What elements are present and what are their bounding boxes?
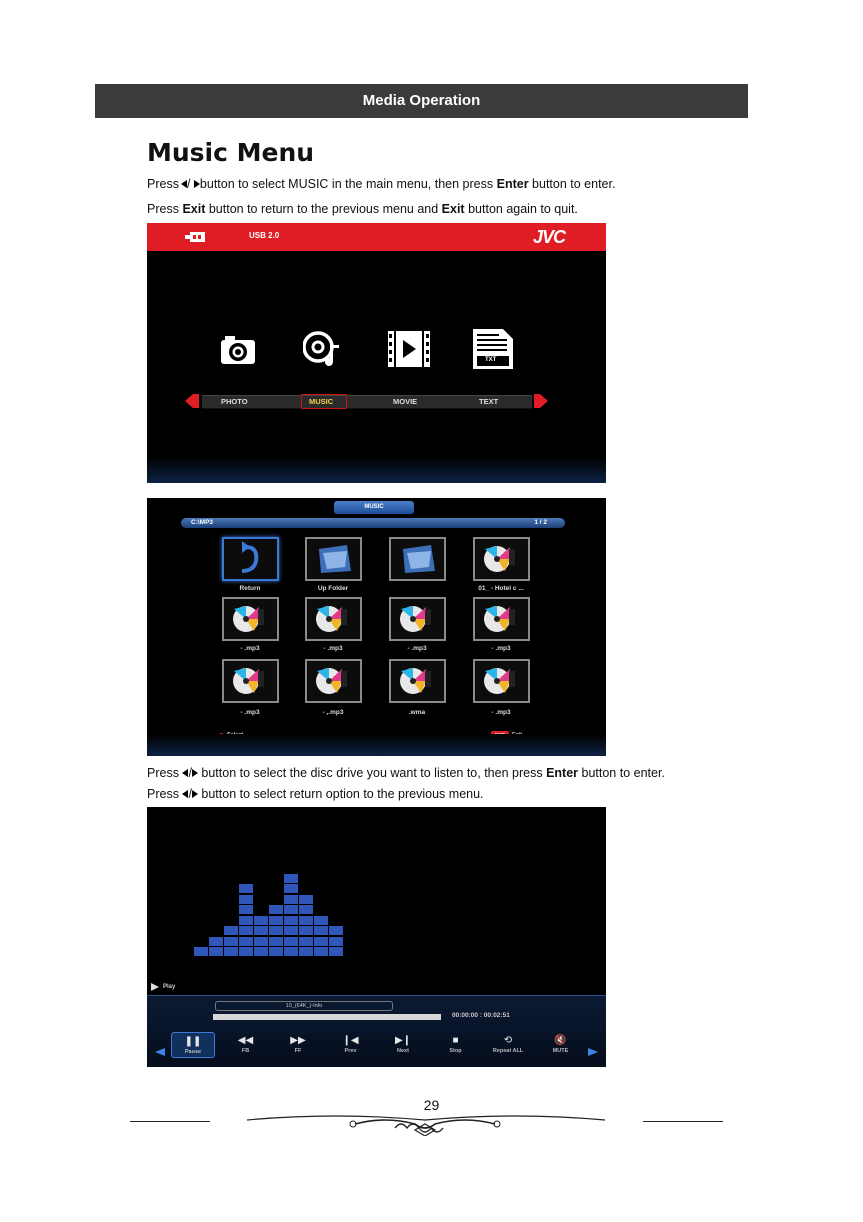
menu-item-music[interactable]: MUSIC	[309, 397, 334, 406]
equalizer-cell	[239, 916, 253, 925]
browser-title: MUSIC	[334, 501, 414, 514]
music-player-screenshot	[147, 807, 606, 1067]
control-label: Stop	[449, 1048, 462, 1054]
music-file-tile[interactable]	[389, 597, 446, 641]
folder-icon	[307, 539, 360, 579]
equalizer-cell	[314, 947, 328, 956]
equalizer-cell	[329, 937, 343, 946]
equalizer-cell	[224, 947, 238, 956]
up-folder-tile[interactable]	[305, 537, 362, 581]
menu-item-photo[interactable]: PHOTO	[221, 397, 248, 406]
path-bar	[181, 518, 565, 528]
equalizer-cell	[299, 947, 313, 956]
text: button to enter.	[581, 766, 665, 780]
ornament-flourish	[245, 1110, 607, 1136]
play-status: Play	[163, 984, 176, 990]
music-file-tile[interactable]	[222, 659, 279, 703]
path-label: C:\MP3	[191, 519, 214, 526]
equalizer-cell	[329, 926, 343, 935]
exit-key-label: Exit	[182, 202, 206, 216]
equalizer-cell	[239, 926, 253, 935]
text: Press	[147, 202, 179, 216]
instruction-line-3: Press / button to select the disc drive you want to listen to, then press Enter button to enter.	[147, 766, 665, 780]
main-menu-screenshot	[147, 223, 606, 483]
divider-right	[643, 1121, 723, 1122]
equalizer-cell	[239, 947, 253, 956]
rewind-icon: ◀◀	[237, 1035, 254, 1046]
control-label: Next	[397, 1048, 409, 1054]
equalizer-cell	[284, 874, 298, 883]
equalizer-cell	[299, 916, 313, 925]
equalizer-cell	[314, 916, 328, 925]
music-file-icon	[391, 661, 444, 701]
control-label: Prev	[344, 1048, 357, 1054]
equalizer-cell	[299, 926, 313, 935]
music-file-tile[interactable]	[473, 537, 530, 581]
text: button to return to the previous menu and	[208, 202, 439, 216]
tile-label: .wma	[408, 709, 426, 716]
txt-label: TXT	[485, 357, 497, 363]
bottom-glow	[147, 457, 606, 483]
jvc-logo: JVC	[533, 227, 566, 247]
equalizer-cell	[239, 895, 253, 904]
equalizer-cell	[269, 937, 283, 946]
next-button[interactable]	[381, 1032, 425, 1058]
equalizer-cell	[269, 947, 283, 956]
music-file-icon	[307, 661, 360, 701]
equalizer-cell	[239, 937, 253, 946]
left-arrow-icon	[182, 790, 188, 798]
music-file-icon	[224, 661, 277, 701]
source-label: USB 2.0	[249, 231, 280, 240]
exit-key-label: Exit	[441, 202, 465, 216]
repeat-all-button[interactable]	[486, 1032, 530, 1058]
equalizer-cell	[209, 937, 223, 946]
control-label: Repeat ALL	[492, 1048, 524, 1054]
equalizer-cell	[329, 947, 343, 956]
music-file-icon	[475, 661, 528, 701]
music-disc-icon[interactable]	[303, 331, 343, 367]
left-arrow-icon	[182, 769, 188, 777]
equalizer-cell	[269, 905, 283, 914]
pause-icon: ❚❚	[184, 1036, 202, 1047]
text: button to select MUSIC in the main menu, then press	[199, 177, 494, 191]
music-file-tile[interactable]	[473, 597, 530, 641]
folder-icon	[391, 539, 444, 579]
page-title: Music Menu	[147, 138, 315, 167]
right-arrow-icon	[192, 790, 198, 798]
text: /	[186, 177, 191, 191]
progress-bar[interactable]	[213, 1014, 441, 1020]
time-display: 00:00:00 : 00:02:51	[452, 1012, 510, 1019]
equalizer-cell	[284, 905, 298, 914]
page-number: 29	[423, 1097, 440, 1113]
enter-key-label: Enter	[496, 177, 529, 191]
fb-button[interactable]	[224, 1032, 268, 1058]
equalizer-cell	[269, 926, 283, 935]
equalizer-cell	[239, 905, 253, 914]
divider-left	[130, 1121, 210, 1122]
return-tile[interactable]	[222, 537, 279, 581]
camera-icon[interactable]	[220, 333, 256, 365]
right-scroll-arrow-icon[interactable]	[588, 1048, 598, 1056]
tile-label: - .mp3	[491, 645, 511, 652]
instruction-line-1	[147, 177, 615, 191]
tile-label: - ,.mp3	[322, 709, 344, 716]
tile-label: - .mp3	[491, 709, 511, 716]
mute-button[interactable]	[539, 1032, 583, 1058]
equalizer-cell	[299, 937, 313, 946]
menu-item-movie[interactable]: MOVIE	[393, 397, 418, 406]
equalizer-cell	[194, 947, 208, 956]
tile-label: - .mp3	[240, 645, 260, 652]
equalizer-cell	[254, 937, 268, 946]
music-file-icon	[475, 539, 528, 579]
selection-frame	[301, 394, 347, 409]
music-file-tile[interactable]	[389, 537, 446, 581]
left-nav-arrow-icon[interactable]	[185, 394, 199, 408]
prev-button[interactable]	[329, 1032, 373, 1058]
music-file-tile[interactable]	[389, 659, 446, 703]
music-file-tile[interactable]	[222, 597, 279, 641]
repeat-icon: ⟲	[503, 1035, 513, 1046]
equalizer-cell	[254, 947, 268, 956]
pause-button[interactable]	[171, 1032, 215, 1058]
equalizer-cell	[284, 937, 298, 946]
equalizer-cell	[239, 884, 253, 893]
tile-label: Up Folder	[317, 585, 349, 592]
text: Press	[147, 177, 179, 191]
music-file-tile[interactable]	[305, 659, 362, 703]
text: Press	[147, 787, 179, 801]
right-nav-arrow-icon[interactable]	[534, 394, 548, 408]
instruction-line-4: Press / button to select return option to the previous menu.	[147, 787, 484, 801]
play-icon	[151, 983, 159, 991]
equalizer-cell	[254, 916, 268, 925]
next-icon: ▶❙	[394, 1035, 412, 1046]
song-title: 10_(64K_)-Info	[215, 1001, 393, 1011]
music-file-icon	[307, 599, 360, 639]
text: button again to quit.	[468, 202, 578, 216]
equalizer-cell	[299, 905, 313, 914]
tile-label: - .mp3	[323, 645, 343, 652]
stop-button[interactable]	[434, 1032, 478, 1058]
text: button to enter.	[532, 177, 616, 191]
bottom-glow	[147, 734, 606, 756]
equalizer-cell	[284, 884, 298, 893]
control-label: FB	[241, 1048, 250, 1054]
menu-item-text[interactable]: TEXT	[479, 397, 499, 406]
equalizer-cell	[284, 926, 298, 935]
enter-key-label: Enter	[546, 766, 579, 780]
page-counter: 1 / 2	[534, 519, 547, 526]
tile-label: Return	[239, 585, 261, 592]
tile-label: - .mp3	[407, 645, 427, 652]
instruction-line-2	[147, 202, 578, 216]
music-file-tile[interactable]	[473, 659, 530, 703]
text: button to select the disc drive you want to listen to, then press	[201, 766, 543, 780]
control-label: MUTE	[552, 1048, 569, 1054]
music-file-tile[interactable]	[305, 597, 362, 641]
tile-label: - .mp3	[240, 709, 260, 716]
music-file-icon	[391, 599, 444, 639]
music-file-icon	[475, 599, 528, 639]
equalizer-cell	[314, 937, 328, 946]
equalizer-cell	[209, 947, 223, 956]
equalizer-cell	[254, 926, 268, 935]
film-icon[interactable]	[388, 331, 430, 367]
control-label: Pause	[184, 1049, 202, 1055]
right-arrow-icon	[192, 769, 198, 777]
ff-button[interactable]	[276, 1032, 320, 1058]
equalizer-cell	[224, 926, 238, 935]
music-browser-screenshot	[147, 498, 606, 756]
section-header: Media Operation	[95, 84, 748, 118]
text-document-icon[interactable]	[473, 329, 513, 369]
equalizer-cell	[299, 895, 313, 904]
equalizer-cell	[314, 926, 328, 935]
control-label: FF	[294, 1048, 302, 1054]
equalizer-cell	[224, 937, 238, 946]
tile-label: 01_ - Hotel c ...	[478, 585, 524, 592]
usb-icon	[185, 232, 207, 242]
equalizer-cell	[284, 947, 298, 956]
left-scroll-arrow-icon[interactable]	[155, 1048, 165, 1056]
music-file-icon	[224, 599, 277, 639]
return-arrow-icon	[224, 539, 277, 579]
text: button to select return option to the previous menu.	[201, 787, 484, 801]
equalizer-cell	[269, 916, 283, 925]
fast-forward-icon: ▶▶	[290, 1035, 306, 1046]
equalizer-cell	[284, 895, 298, 904]
text: Press	[147, 766, 179, 780]
stop-icon: ■	[452, 1035, 459, 1046]
equalizer-cell	[284, 916, 298, 925]
mute-icon: 🔇	[554, 1035, 567, 1046]
previous-icon: ❙◀	[342, 1035, 359, 1046]
